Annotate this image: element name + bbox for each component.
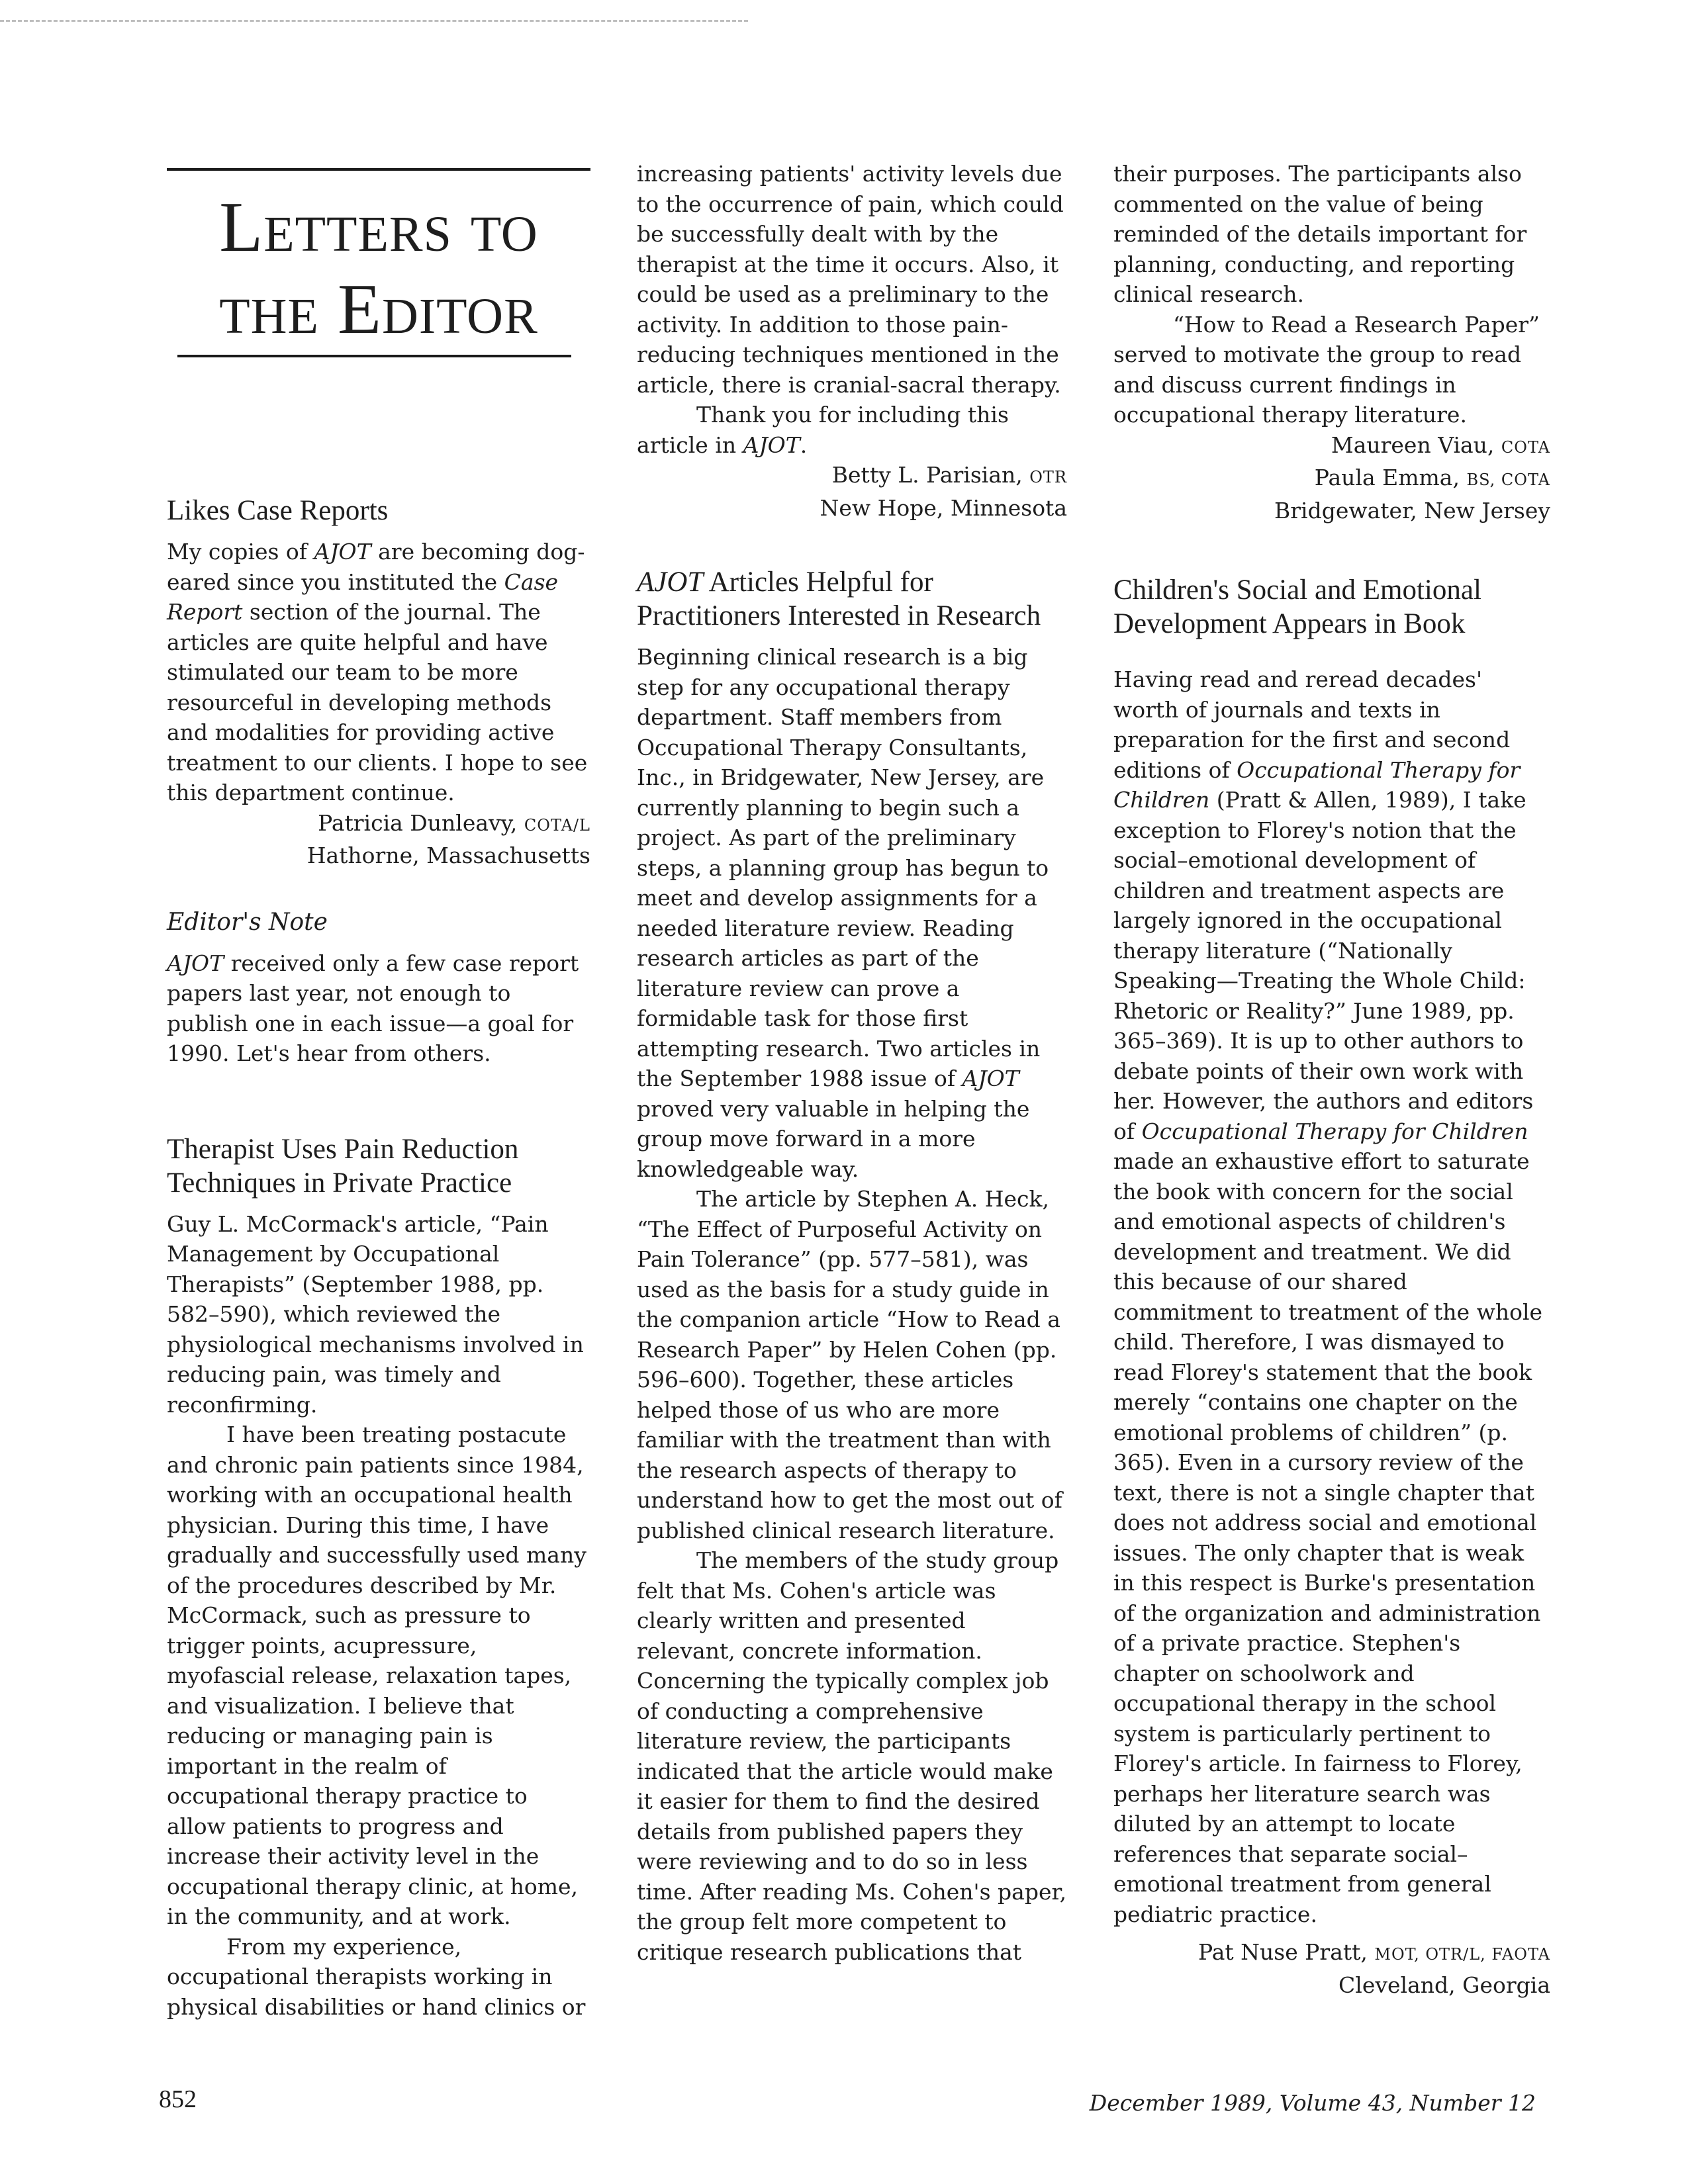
letter-2-paragraph-4: Thank you for including this article in AJOT. bbox=[637, 402, 1009, 458]
signature-2-name: Paula Emma, bbox=[1314, 465, 1467, 490]
masthead-line-2: the Editor bbox=[219, 270, 538, 349]
signature-name: Pat Nuse Pratt, bbox=[1197, 1939, 1375, 1965]
column-1 bbox=[167, 159, 590, 2022]
letter-2-heading: Therapist Uses Pain Reduction Techniques in Private Practice bbox=[167, 1133, 519, 1199]
signature-1-credentials: COTA bbox=[1501, 437, 1550, 457]
letter-2-paragraph-3-continued: increasing patients' activity levels due to the occurrence of pain, which could be successfully dealt with by the therapist at the time it occurs. Also, it could be used as a preliminary to the activity. In addition to those pain-reducing techniques mentioned in the article, there is cranial-sacral therapy. bbox=[637, 161, 1064, 398]
letter-1-signature bbox=[167, 808, 590, 871]
signature-place: Bridgewater, New Jersey bbox=[1274, 497, 1550, 523]
signature-place: Hathorne, Massachusetts bbox=[306, 842, 590, 868]
letter-3-paragraph-4: “How to Read a Research Paper” served to motivate the group to read and discuss current findings in occupational therapy literature. bbox=[1113, 311, 1540, 428]
issue-info: December 1989, Volume 43, Number 12 bbox=[1089, 2090, 1536, 2116]
editors-note-paragraph: AJOT received only a few case report papers last year, not enough to publish one in each issue—a goal for 1990. Let's hear from others. bbox=[167, 950, 579, 1066]
letter-4-paragraph-1: Having read and reread decades' worth of journals and texts in preparation for the first and second editions of Occupational Therapy for Children (Pratt & Allen, 1989), I take exception to Florey's notion that the social–emotional development of children and treatment aspects are largely ignored in the occupational therapy literature (“Nationally Speaking—Treating the Whole Child: Rhetoric or Reality?” June 1989, pp. 365–369). It is up to other authors to debate points of their own work with her. However, the authors and editors of Occupational Therapy for Children made an exhaustive effort to saturate the book with concern for the social and emotional aspects of children's development and treatment. We did this because of our shared commitment to treatment of the whole child. Therefore, I was dismayed to read Florey's statement that the book merely “contains one chapter on the emotional problems of children” (p. 365). Even in a cursory review of the text, there is not a single chapter that does not address social and emotional issues. The only chapter that is weak in this respect is Burke's presentation of the organization and administration of a private practice. Stephen's chapter on schoolwork and occupational therapy in the school system is particularly pertinent to Florey's article. In fairness to Florey, perhaps her literature search was diluted by an attempt to locate references that separate social–emotional treatment from general pediatric practice. bbox=[1113, 666, 1543, 1927]
letter-4-heading: Children's Social and Emotional Development Appears in Book bbox=[1113, 574, 1481, 639]
letter-3-paragraph-1: Beginning clinical research is a big step for any occupational therapy department. Staff members from Occupational Therapy Consultants, Inc., in Bridgewater, New Jersey, are currently planning to begin such a project. As part of the preliminary steps, a planning group has begun to meet and develop assignments for a needed literature review. Reading research articles as part of the literature review can prove a formidable task for those first attempting research. Two articles in the September 1988 issue of AJOT proved very valuable in helping the group move forward in a more knowledgeable way. bbox=[637, 644, 1049, 1182]
signature-place: Cleveland, Georgia bbox=[1338, 1972, 1550, 1998]
editors-note-heading: Editor's Note bbox=[167, 908, 328, 936]
letter-3-signature bbox=[1113, 430, 1550, 526]
signature-2-credentials: BS, COTA bbox=[1466, 471, 1550, 489]
scan-artifact-line bbox=[0, 20, 748, 22]
letter-4-signature bbox=[1113, 1937, 1550, 2000]
signature-place: New Hope, Minnesota bbox=[820, 494, 1067, 521]
masthead-title bbox=[167, 187, 590, 351]
letter-1-heading: Likes Case Reports bbox=[167, 495, 389, 526]
letter-3-paragraph-2: The article by Stephen A. Heck, “The Effect of Purposeful Activity on Pain Tolerance” (pp. 577–581), was used as the basis for a study guide in the companion article “How to Read a Research Paper” by Helen Cohen (pp. 596–600). Together, these articles helped those of us who are more familiar with the treatment than with the research aspects of therapy to understand how to get the most out of published clinical research literature. bbox=[637, 1186, 1062, 1543]
column-3 bbox=[1113, 159, 1550, 2000]
signature-credentials: COTA/L bbox=[524, 815, 590, 835]
letter-2-paragraph-2: I have been treating postacute and chronic pain patients since 1984, working with an occupational health physician. During this time, I have gradually and successfully used many of the procedures described by Mr. McCormack, such as pressure to trigger points, acupressure, myofascial release, relaxation tapes, and visualization. I believe that reducing or managing pain is important in the realm of occupational therapy practice to allow patients to progress and increase their activity level in the occupational therapy clinic, at home, in the community, and at work. bbox=[167, 1422, 586, 1929]
signature-credentials: MOT, OTR/L, FAOTA bbox=[1374, 1945, 1550, 1964]
letter-2-paragraph-3: From my experience, occupational therapists working in physical disabilities or hand clinics or bbox=[167, 1933, 586, 2020]
letter-2-paragraph-1: Guy L. McCormack's article, “Pain Management by Occupational Therapists” (September 1988, pp. 582–590), which reviewed the physiological mechanisms involved in reducing pain, was timely and reconfirming. bbox=[167, 1210, 584, 1418]
masthead-line-1: Letters to bbox=[219, 188, 538, 267]
letter-1-paragraph-1: My copies of AJOT are becoming dog-eared since you instituted the Case Report section of the journal. The articles are quite helpful and have stimulated our team to be more resourceful in developing methods and modalities for providing active treatment to our clients. I hope to see this department continue. bbox=[167, 539, 588, 805]
masthead-top-rule bbox=[167, 168, 590, 171]
letter-3-paragraph-3-continued: their purposes. The participants also commented on the value of being reminded of the details important for planning, conducting, and reporting clinical research. bbox=[1113, 161, 1527, 307]
column-2 bbox=[637, 159, 1067, 1966]
letter-3-paragraph-3: The members of the study group felt that Ms. Cohen's article was clearly written and presented relevant, concrete information. Concerning the typically complex job of conducting a comprehensive literature review, the participants indicated that the article would make it easier for them to find the desired details from published papers they were reviewing and to do so in less time. After reading Ms. Cohen's paper, the group felt more competent to critique research publications that bbox=[637, 1547, 1067, 1965]
page-number: 852 bbox=[159, 2085, 197, 2113]
signature-credentials: OTR bbox=[1029, 468, 1067, 486]
signature-name: Betty L. Parisian, bbox=[831, 462, 1030, 488]
letter-3-heading: AJOT Articles Helpful for Practitioners Interested in Research bbox=[637, 567, 1041, 631]
signature-name: Patricia Dunleavy, bbox=[318, 809, 524, 836]
signature-1-name: Maureen Viau, bbox=[1331, 432, 1501, 458]
letter-2-signature bbox=[637, 460, 1067, 523]
masthead bbox=[167, 168, 590, 357]
